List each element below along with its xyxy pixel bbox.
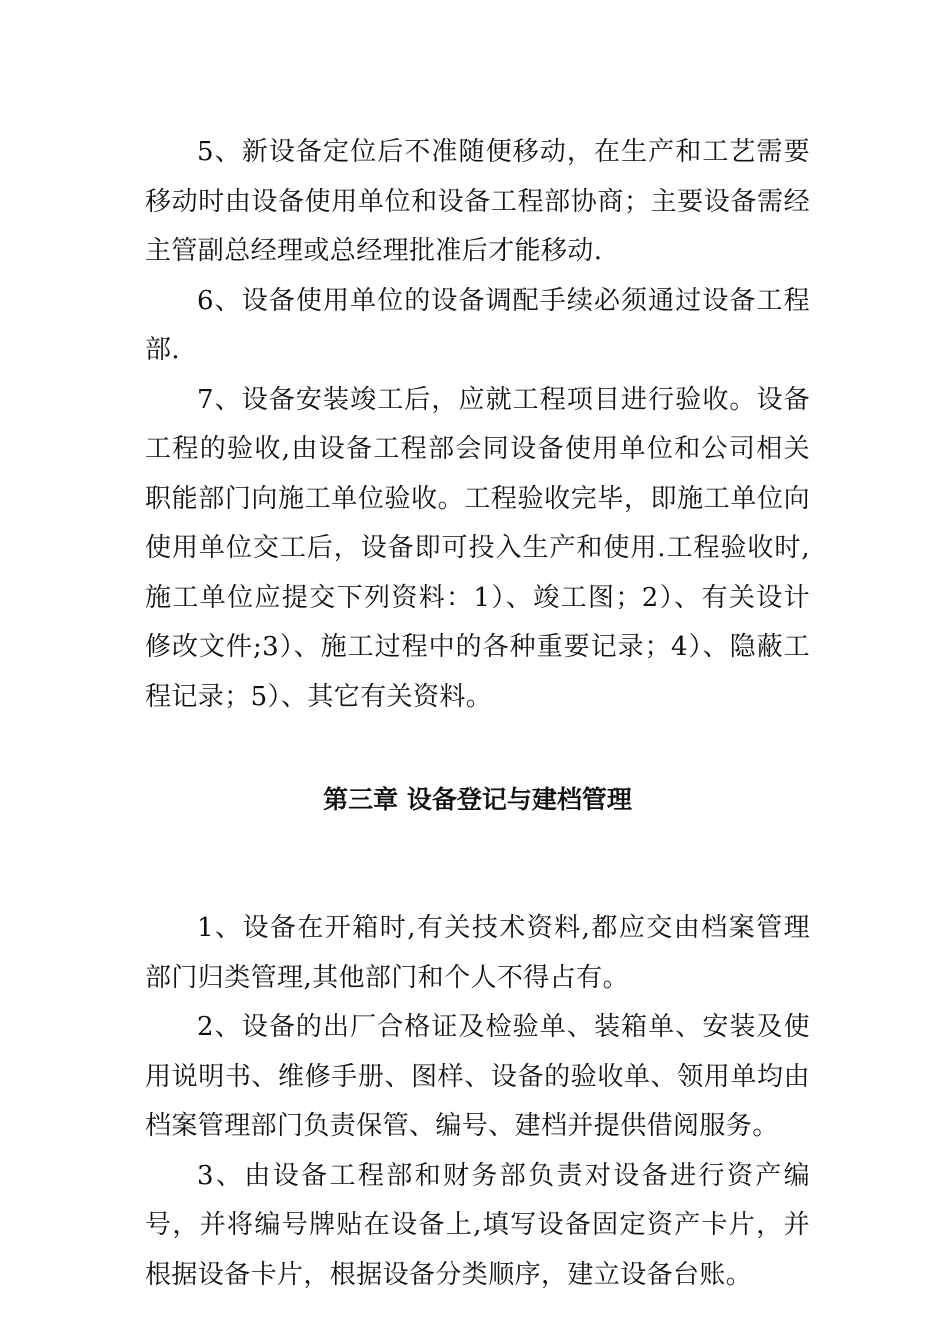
- paragraph-item-6: 6、设备使用单位的设备调配手续必须通过设备工程部.: [145, 285, 810, 365]
- paragraph-item-5: 5、新设备定位后不准随便移动，在生产和工艺需要移动时由设备使用单位和设备工程部协商；主要设备需经主管副总经理或总经理批准后才能移动.: [145, 137, 810, 266]
- paragraph-item-7: 7、设备安装竣工后，应就工程项目进行验收。设备工程的验收,由设备工程部会同设备使用单位和公司相关职能部门向施工单位验收。工程验收完毕，即施工单位向使用单位交工后，设备即可投入生产和使用.工程验收时,施工单位应提交下列资料：1）、竣工图；2）、有关设计修改文件;3）、施工过程中的各种重要记录；4）、隐蔽工程记录；5）、其它有关资料。: [145, 384, 810, 712]
- chapter-heading: 第三章 设备登记与建档管理: [323, 785, 632, 814]
- paragraph-item-1: 1、设备在开箱时,有关技术资料,都应交由档案管理部门归类管理,其他部门和个人不得占有。: [145, 913, 810, 993]
- document-page: [145, 128, 810, 1300]
- paragraph-item-2: 2、设备的出厂合格证及检验单、装箱单、安装及使用说明书、维修手册、图样、设备的验收单、领用单均由档案管理部门负责保管、编号、建档并提供借阅服务。: [145, 1012, 810, 1141]
- paragraph-item-3: 3、由设备工程部和财务部负责对设备进行资产编号，并将编号牌贴在设备上,填写设备固定资产卡片，并根据设备卡片，根据设备分类顺序，建立设备台账。: [145, 1160, 810, 1290]
